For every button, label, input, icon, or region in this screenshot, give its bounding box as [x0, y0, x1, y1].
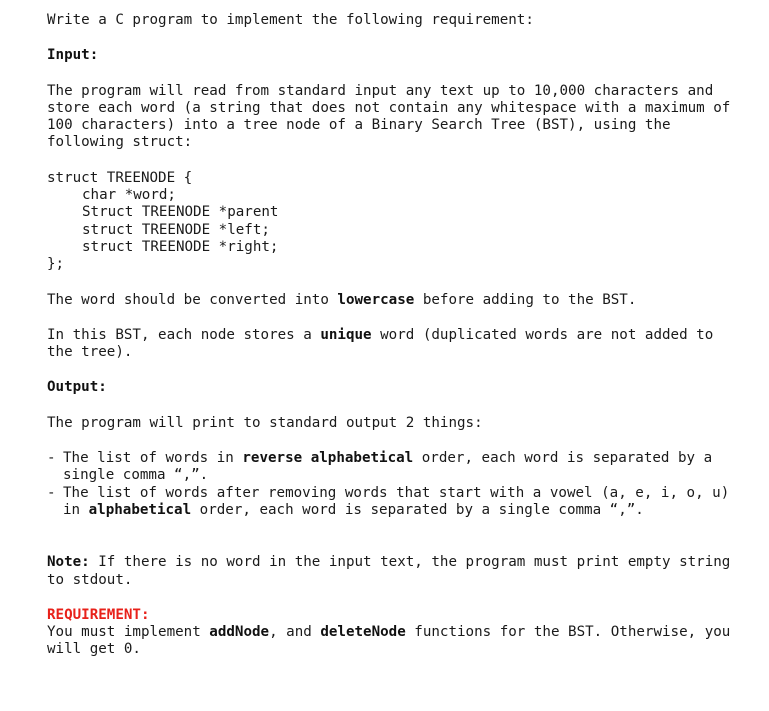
output-heading: Output: — [47, 379, 107, 396]
dash-marker: - — [47, 484, 56, 501]
requirement-text: You must implement addNode, and deleteNode functions for the BST. Otherwise, you will get 0. — [47, 624, 731, 658]
output-bullet-list — [47, 450, 747, 519]
intro-text: Write a C program to implement the following requirement: — [47, 12, 534, 28]
struct-field-left: struct TREENODE *left; — [82, 221, 270, 238]
requirement-title: REQUIREMENT: — [47, 606, 150, 623]
struct-field-word: char *word; — [82, 187, 176, 204]
struct-code-block — [47, 170, 747, 274]
bullet-alphabetical: - The list of words after removing words that start with a vowel (a, e, i, o, u) in alphabetical order, each word is separated by a single comma “,”. — [47, 484, 730, 518]
struct-close-line: }; — [47, 256, 65, 273]
output-intro: The program will print to standard output 2 things: — [47, 414, 483, 431]
lowercase-paragraph: The word should be converted into lowercase before adding to the BST. — [47, 291, 637, 308]
dash-marker: - — [47, 450, 56, 467]
struct-field-parent: Struct TREENODE *parent — [82, 204, 279, 221]
input-paragraph: The program will read from standard input any text up to 10,000 characters and store each word (a string that does not contain any whitespace with a maximum of 100 characters) into a tree node of a Binary Search Tree (BST), using the following struct: — [47, 82, 731, 151]
input-heading: Input: — [47, 47, 99, 64]
assignment-document — [47, 12, 747, 659]
struct-field-right: struct TREENODE *right; — [82, 238, 279, 255]
unique-paragraph: In this BST, each node stores a unique word (duplicated words are not added to the tree). — [47, 326, 714, 361]
note-paragraph: Note: If there is no word in the input text, the program must print empty string to stdout. — [47, 554, 731, 588]
struct-open-line: struct TREENODE { — [47, 169, 193, 186]
bullet-reverse-alphabetical: - The list of words in reverse alphabetical order, each word is separated by a single comma “,”. — [47, 450, 713, 484]
